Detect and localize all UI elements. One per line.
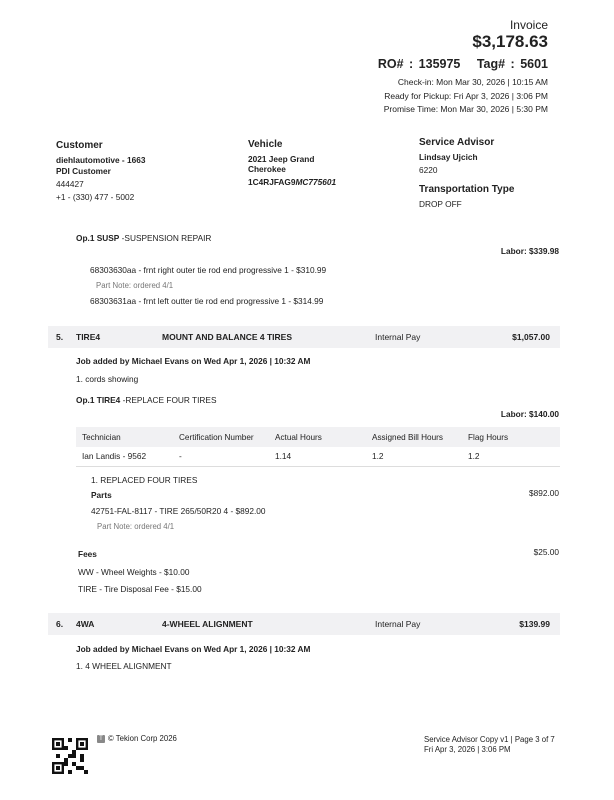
ro-tag-line — [378, 57, 548, 71]
job-6-code: 4WA — [76, 619, 95, 629]
tech-flag-hours: 1.2 — [468, 451, 480, 461]
job-6-number: 6. — [56, 619, 64, 629]
checkin-time: Check-in: Mon Mar 30, 2026 | 10:15 AM — [397, 77, 548, 87]
tech-table-divider — [76, 466, 560, 467]
qr-code-icon — [52, 737, 88, 775]
customer-type: PDI Customer — [56, 166, 111, 176]
th-certification: Certification Number — [179, 433, 254, 442]
op-susp-labor: Labor: $339.98 — [500, 246, 559, 256]
job-5-number: 5. — [56, 332, 64, 342]
fee-tire-disposal: TIRE - Tire Disposal Fee - $15.00 — [78, 584, 202, 594]
job-5-labor: Labor: $140.00 — [500, 409, 559, 419]
printed-time: Fri Apr 3, 2026 | 3:06 PM — [424, 745, 511, 754]
vehicle-vin — [248, 177, 336, 187]
vin-prefix: 1C4RJFAG9 — [248, 177, 296, 187]
ro-label: RO# : — [377, 57, 414, 71]
th-flag-hours: Flag Hours — [468, 433, 509, 442]
transport-heading: Transportation Type — [419, 184, 515, 195]
th-technician: Technician — [82, 433, 121, 442]
tech-assigned-hours: 1.2 — [372, 451, 384, 461]
job-6-note: 1. 4 WHEEL ALIGNMENT — [76, 661, 172, 671]
promise-time: Promise Time: Mon Mar 30, 2026 | 5:30 PM — [383, 104, 548, 114]
th-actual-hours: Actual Hours — [275, 433, 322, 442]
document-title: Invoice — [509, 18, 548, 32]
advisor-heading: Service Advisor — [419, 137, 495, 148]
vin-suffix: MC775601 — [295, 177, 337, 187]
copy-info: Service Advisor Copy v1 | Page 3 of 7 — [424, 735, 555, 744]
job-5-amount: $1,057.00 — [512, 332, 550, 342]
fees-heading: Fees — [78, 549, 97, 559]
tekion-logo-icon: T — [97, 735, 105, 743]
job-5-op-title — [76, 395, 216, 405]
fees-total: $25.00 — [533, 547, 559, 557]
job-6-header — [48, 613, 560, 635]
job-5-desc: MOUNT AND BALANCE 4 TIRES — [162, 332, 293, 342]
fee-wheel-weights: WW - Wheel Weights - $10.00 — [78, 567, 190, 577]
vehicle-model-line2: Cherokee — [248, 164, 286, 174]
advisor-name: Lindsay Ujcich — [419, 152, 478, 162]
job-5-op-desc: -REPLACE FOUR TIRES — [122, 395, 217, 405]
op-susp-title — [76, 233, 211, 243]
customer-name: diehlautomotive - 1663 — [56, 155, 146, 165]
job-5-pay: Internal Pay — [375, 332, 421, 342]
tech-certification: - — [179, 451, 182, 461]
tech-actual-hours: 1.14 — [275, 451, 292, 461]
job-5-work-note: 1. REPLACED FOUR TIRES — [91, 475, 198, 485]
tech-name: Ian Landis - 9562 — [82, 451, 147, 461]
job-5-code: TIRE4 — [76, 332, 101, 342]
parts-heading: Parts — [91, 490, 112, 500]
ready-time: Ready for Pickup: Fri Apr 3, 2026 | 3:06 PM — [384, 91, 548, 101]
job-5-added: Job added by Michael Evans on Wed Apr 1, 2026 | 10:32 AM — [76, 356, 311, 366]
job-6-desc: 4-WHEEL ALIGNMENT — [162, 619, 253, 629]
th-assigned-hours: Assigned Bill Hours — [372, 433, 443, 442]
customer-phone: +1 - (330) 477 - 5002 — [56, 192, 135, 202]
advisor-number: 6220 — [419, 165, 438, 175]
transport-type: DROP OFF — [419, 199, 462, 209]
vehicle-heading: Vehicle — [248, 139, 283, 150]
copyright: © Tekion Corp 2026 — [108, 734, 177, 743]
tech-table-header — [76, 427, 560, 447]
op-susp-code: Op.1 SUSP — [76, 233, 120, 243]
job-5-note: 1. cords showing — [76, 374, 139, 384]
op-susp-desc: -SUSPENSION REPAIR — [121, 233, 212, 243]
customer-heading: Customer — [56, 140, 103, 151]
job-5-part1-note: Part Note: ordered 4/1 — [97, 522, 175, 531]
job-6-added: Job added by Michael Evans on Wed Apr 1, 2026 | 10:32 AM — [76, 644, 311, 654]
op-susp-part1-note: Part Note: ordered 4/1 — [96, 281, 174, 290]
job-5-header — [48, 326, 560, 348]
job-5-op-code: Op.1 TIRE4 — [76, 395, 121, 405]
customer-id: 444427 — [56, 179, 84, 189]
job-5-part1: 42751-FAL-8117 - TIRE 265/50R20 4 - $892.00 — [91, 506, 266, 516]
job-6-amount: $139.99 — [519, 619, 550, 629]
op-susp-part1: 68303630aa - frnt right outer tie rod end progressive 1 - $310.99 — [90, 265, 327, 275]
vehicle-model-line1: 2021 Jeep Grand — [248, 154, 315, 164]
tag-number: 5601 — [520, 57, 548, 71]
job-6-pay: Internal Pay — [375, 619, 421, 629]
parts-total: $892.00 — [529, 488, 559, 498]
op-susp-part2: 68303631aa - frnt left outter tie rod end progressive 1 - $314.99 — [90, 296, 324, 306]
tag-label: Tag# : — [476, 57, 515, 71]
invoice-total: $3,178.63 — [472, 32, 548, 51]
ro-number: 135975 — [418, 57, 461, 71]
